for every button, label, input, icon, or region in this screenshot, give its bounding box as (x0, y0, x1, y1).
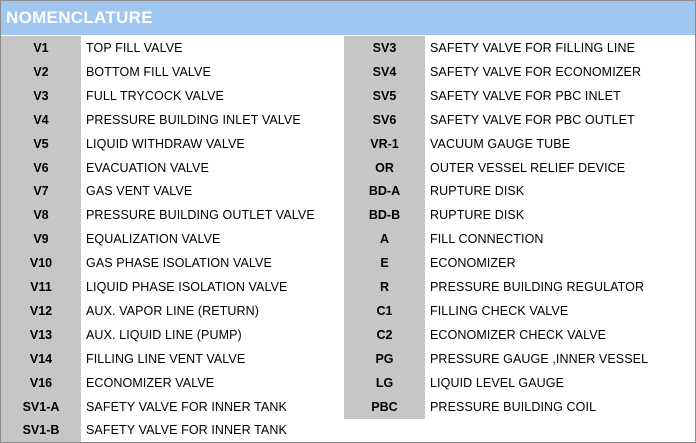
table-row (1, 418, 695, 442)
table-title: NOMENCLATURE (6, 8, 153, 27)
item-code: BD-A (368, 184, 401, 199)
item-description: FILLING CHECK VALVE (430, 303, 569, 318)
item-description: LIQUID LEVEL GAUGE (430, 375, 565, 390)
item-description: AUX. LIQUID LINE (PUMP) (86, 327, 242, 342)
item-code: V3 (33, 88, 49, 103)
item-description: AUX. VAPOR LINE (RETURN) (86, 303, 260, 318)
table-row (1, 36, 695, 60)
table-row (1, 371, 695, 395)
item-description: ECONOMIZER VALVE (86, 375, 215, 390)
item-code: V16 (29, 375, 53, 390)
item-code: C2 (376, 327, 393, 342)
table-row (1, 179, 695, 203)
item-code: V6 (33, 160, 49, 175)
table-row (1, 347, 695, 371)
table-row (1, 60, 695, 84)
item-code: V4 (33, 112, 49, 127)
item-code: V14 (29, 351, 53, 366)
item-description: SAFETY VALVE FOR PBC OUTLET (430, 112, 635, 127)
item-code: OR (375, 160, 394, 175)
item-code: A (379, 232, 390, 247)
item-description: RUPTURE DISK (430, 184, 525, 199)
item-code: C1 (376, 303, 393, 318)
item-description: EQUALIZATION VALVE (86, 232, 221, 247)
item-code: V9 (33, 232, 49, 247)
item-code: V2 (33, 64, 49, 79)
item-description: PRESSURE BUILDING OUTLET VALVE (86, 208, 315, 223)
item-description: FILLING LINE VENT VALVE (86, 351, 246, 366)
item-description: RUPTURE DISK (430, 208, 525, 223)
item-code: V8 (33, 208, 49, 223)
item-description: PRESSURE BUILDING INLET VALVE (86, 112, 301, 127)
item-description: BOTTOM FILL VALVE (86, 64, 211, 79)
item-code: VR-1 (370, 136, 399, 151)
table-row (1, 275, 695, 299)
table-row (1, 156, 695, 180)
item-code: V13 (29, 327, 53, 342)
item-description: PRESSURE BUILDING COIL (430, 399, 597, 414)
table-row (1, 323, 695, 347)
table-row (1, 251, 695, 275)
item-description: SAFETY VALVE FOR INNER TANK (86, 423, 287, 438)
item-code: V7 (33, 184, 49, 199)
item-code: V12 (29, 303, 53, 318)
item-code: V5 (33, 136, 49, 151)
item-description: SAFETY VALVE FOR FILLING LINE (430, 41, 636, 55)
item-description: GAS VENT VALVE (86, 184, 193, 199)
item-description: ECONOMIZER (430, 256, 516, 271)
item-description: SAFETY VALVE FOR INNER TANK (86, 399, 287, 414)
table-row (1, 84, 695, 108)
item-description: SAFETY VALVE FOR ECONOMIZER (430, 64, 642, 79)
item-description: OUTER VESSEL RELIEF DEVICE (430, 160, 626, 175)
table-row (1, 203, 695, 227)
item-code: E (380, 256, 389, 271)
table-row (1, 132, 695, 156)
item-code: LG (375, 375, 394, 390)
item-code: PBC (371, 399, 398, 414)
item-description: FILL CONNECTION (430, 232, 544, 247)
item-description: ECONOMIZER CHECK VALVE (430, 327, 607, 342)
item-code: SV1-B (22, 423, 60, 438)
item-code: PG (375, 351, 394, 366)
item-code: SV6 (372, 112, 397, 127)
item-description: PRESSURE BUILDING REGULATOR (430, 280, 645, 294)
item-code: SV5 (372, 88, 397, 103)
item-description: LIQUID WITHDRAW VALVE (86, 136, 245, 151)
item-code: SV4 (372, 64, 397, 79)
table-row (1, 108, 695, 132)
item-code: V10 (29, 256, 53, 271)
item-description: TOP FILL VALVE (86, 41, 183, 55)
item-description: FULL TRYCOCK VALVE (86, 88, 224, 103)
table-row (1, 227, 695, 251)
table-row (1, 395, 695, 419)
item-description: EVACUATION VALVE (86, 160, 209, 175)
item-code: V11 (30, 280, 52, 294)
item-code: SV3 (372, 41, 397, 55)
item-description: SAFETY VALVE FOR PBC INLET (430, 88, 621, 103)
item-description: LIQUID PHASE ISOLATION VALVE (86, 280, 288, 294)
table-header (1, 1, 695, 35)
table-row (1, 299, 695, 323)
item-code: V1 (33, 41, 49, 55)
item-description: VACUUM GAUGE TUBE (430, 136, 571, 151)
item-code: BD-B (368, 208, 401, 223)
item-code: R (379, 280, 390, 294)
item-description: GAS PHASE ISOLATION VALVE (86, 256, 272, 271)
item-description: PRESSURE GAUGE ,INNER VESSEL (430, 351, 649, 366)
item-code: SV1-A (22, 399, 60, 414)
